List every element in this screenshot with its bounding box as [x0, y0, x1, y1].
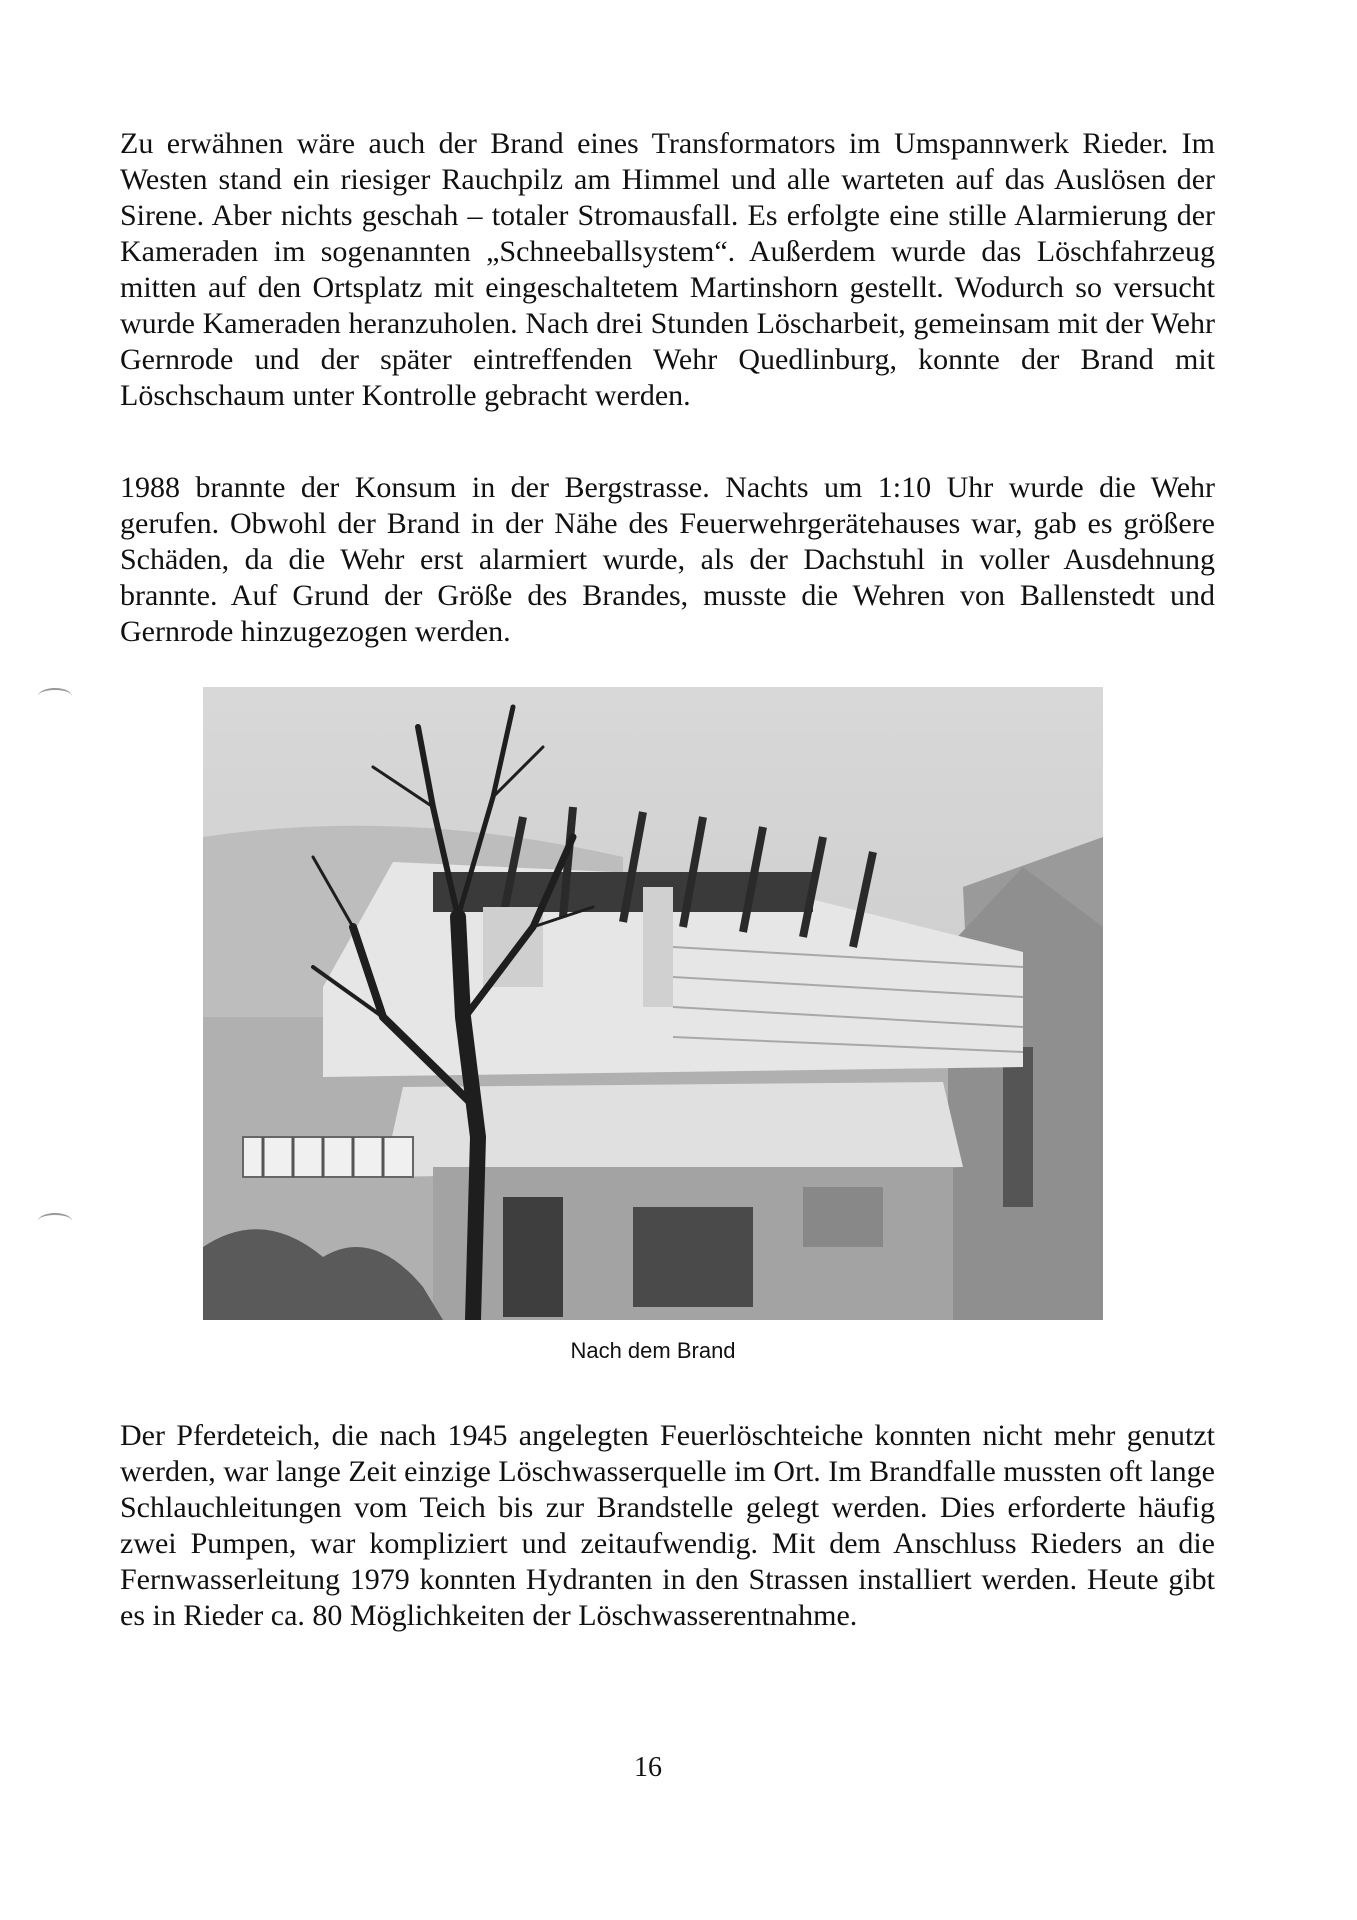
paragraph-transformer-fire: Zu erwähnen wäre auch der Brand eines Transformators im Umspannwerk Rieder. Im Westen stand ein riesiger Rauchpilz am Himmel und alle warteten auf das Auslösen der Sirene. Aber nichts geschah – totaler Stromausfall. Es erfolgte eine stille Alarmierung der Kameraden im sogenannten „Schneeballsystem“. Außerdem wurde das Löschfahrzeug mitten auf den Ortsplatz mit eingeschaltetem Martinshorn gestellt. Wodurch so versucht wurde Kameraden heranzuholen. Nach drei Stunden Löscharbeit, gemeinsam mit der Wehr Gernrode und der später eintreffenden Wehr Quedlinburg, konnte der Brand mit Löschschaum unter Kontrolle gebracht werden. [120, 127, 1215, 412]
punch-hole-mark [38, 688, 72, 704]
paragraph-water-supply: Der Pferdeteich, die nach 1945 angelegten Feuerlöschteiche konnten nicht mehr genutzt werden, war lange Zeit einzige Löschwasserquelle im Ort. Im Brandfalle mussten oft lange Schlauchleitungen vom Teich bis zur Brandstelle gelegt werden. Dies erforderte häufig zwei Pumpen, war kompliziert und zeitaufwendig. Mit dem Anschluss Rieders an die Fernwasserleitung 1979 konnten Hydranten in den Strassen installiert werden. Heute gibt es in Rieder ca. 80 Möglichkeiten der Löschwasserentnahme. [120, 1419, 1215, 1632]
figure-caption: Nach dem Brand [570, 1338, 736, 1363]
punch-hole-mark [38, 1213, 72, 1229]
paragraph-konsum-fire: 1988 brannte der Konsum in der Bergstrasse. Nachts um 1:10 Uhr wurde die Wehr gerufen. Obwohl der Brand in der Nähe des Feuerwehrgerätehauses war, gab es größere Schäden, da die Wehr erst alarmiert wurde, als der Dachstuhl in voller Ausdehnung brannte. Auf Grund der Größe des Brandes, musste die Wehren von Ballenstedt und Gernrode hinzugezogen werden. [120, 471, 1215, 648]
photo-burned-building [203, 687, 1103, 1320]
page-number: 16 [634, 1752, 662, 1783]
